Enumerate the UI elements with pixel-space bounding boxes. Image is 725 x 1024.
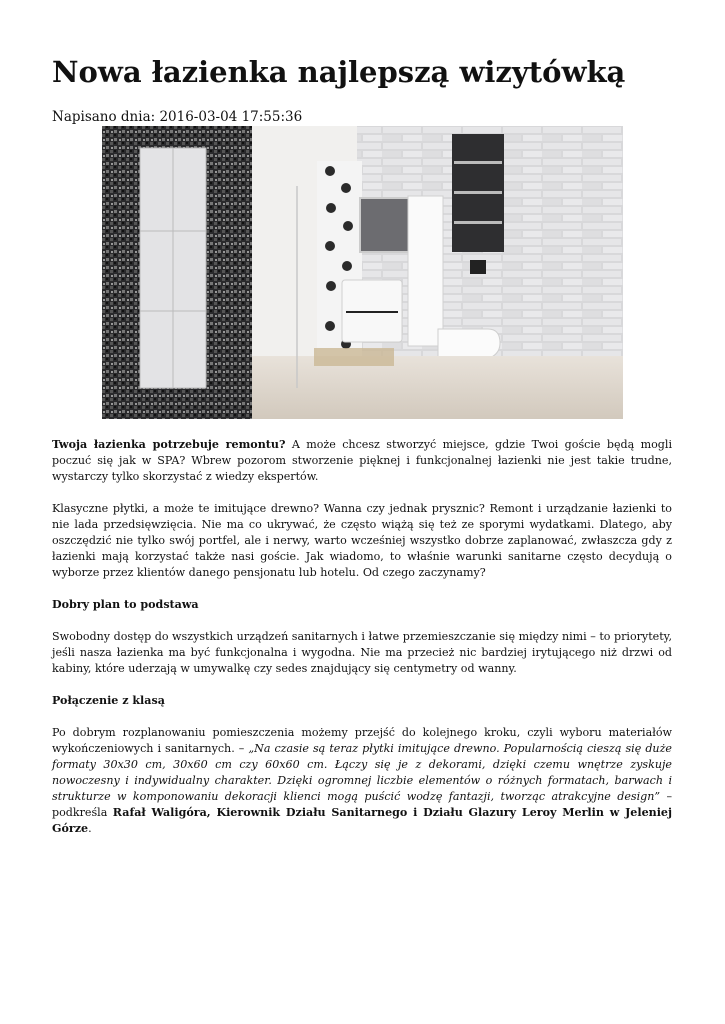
materials-intro: Po dobrym rozplanowaniu pomieszczenia możemy przejść do kolejnego kroku, czyli wyboru materiałów wykończeniowych i sanitarnych. – (52, 726, 672, 755)
heading-class: Połączenie z klasą (52, 694, 165, 707)
publish-date: Napisano dnia: 2016-03-04 17:55:36 (52, 109, 303, 125)
paragraph-tiles: Klasyczne płytki, a może te imitujące drewno? Wanna czy jednak prysznic? Remont i urządzanie łazienki to nie lada przedsięwzięcia. Nie ma co ukrywać, że często wiążą się też ze sporymi wydatkami. Dlatego, aby oszczędzić nie tylko swój portfel, ale i nerwy, warto wcześniej wszystko dobrze zaplanować, zwłaszcza gdy z łazienki mają korzystać także nasi goście. Jak wiadomo, to właśnie warunki sanitarne często decydują o wyborze przez klientów danego pensjonatu lub hotelu. Od czego zaczynamy? (52, 502, 672, 579)
intro-text: A może chcesz stworzyć miejsce, gdzie Twoi goście będą mogli poczuć się jak w SPA? Wbrew pozorom stworzenie pięknej i funkcjonalnej łazienki nie jest takie trudne, wystarczy tylko skorzystać z wiedzy ekspertów. (52, 438, 672, 483)
quote-author: Rafał Waligóra, Kierownik Działu Sanitarnego i Działu Glazury Leroy Merlin w Jeleniej Górze (52, 806, 672, 835)
paragraph-materials (52, 725, 672, 837)
article-body (52, 437, 672, 853)
paragraph-intro (52, 437, 672, 485)
heading-plan: Dobry plan to podstawa (52, 598, 199, 611)
article-title: Nowa łazienka najlepszą wizytówką (52, 55, 626, 89)
paragraph-plan: Swobodny dostęp do wszystkich urządzeń sanitarnych i łatwe przemieszczanie się między nimi – to priorytety, jeśli nasza łazienka ma być funkcjonalna i wygodna. Nie ma przecież nic bardziej irytującego niż drzwi od kabiny, które uderzają w umywalkę czy sedes znajdujący się centymetry od wanny. (52, 630, 672, 675)
quote-attribution: – podkreśla (52, 790, 672, 819)
bathroom-photo (102, 126, 623, 419)
paragraph-end: . (88, 822, 92, 835)
expert-quote: „Na czasie są teraz płytki imitujące drewno. Popularnością cieszą się duże formaty 30x30 cm, 30x60 cm czy 60x60 cm. Łączy się je z dekorami, dzięki czemu wnętrze zyskuje nowoczesny i indywidualny charakter. Dzięki ogromnej liczbie elementów o różnych formatach, barwach i strukturze w komponowaniu dekoracji klienci mogą puścić wodzę fantazji, tworząc atrakcyjne design” (52, 742, 672, 803)
intro-lead: Twoja łazienka potrzebuje remontu? (52, 438, 286, 451)
